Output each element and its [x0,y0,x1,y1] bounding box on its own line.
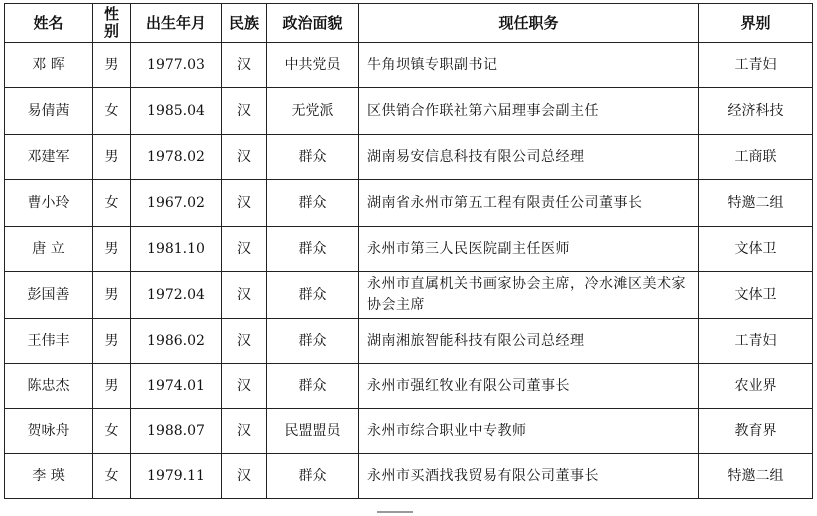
cell-gender: 男 [93,227,131,272]
cell-position: 永州市买酒找我贸易有限公司董事长 [359,454,699,499]
cell-birth: 1979.11 [131,454,222,499]
cell-ethnicity: 汉 [222,272,267,319]
header-birth: 出生年月 [131,4,222,43]
cell-name: 王伟丰 [5,319,93,364]
cell-political: 群众 [267,272,359,319]
cell-name: 唐 立 [5,227,93,272]
cell-birth: 1981.10 [131,227,222,272]
cell-sector: 特邀二组 [699,454,813,499]
header-ethnicity: 民族 [222,4,267,43]
member-table [4,3,813,499]
cell-sector: 文体卫 [699,272,813,319]
cell-political: 群众 [267,135,359,180]
cell-gender: 男 [93,135,131,180]
cell-political: 群众 [267,319,359,364]
cell-birth: 1977.03 [131,43,222,88]
cell-sector: 农业界 [699,364,813,409]
table-row [5,364,813,409]
cell-gender: 男 [93,364,131,409]
cell-sector: 工青妇 [699,43,813,88]
cell-position: 湖南易安信息科技有限公司总经理 [359,135,699,180]
header-political: 政治面貌 [267,4,359,43]
cell-sector: 文体卫 [699,227,813,272]
cell-ethnicity: 汉 [222,88,267,135]
cell-position: 永州市综合职业中专教师 [359,409,699,454]
cell-political: 群众 [267,180,359,227]
table-row [5,180,813,227]
cell-position: 湖南省永州市第五工程有限责任公司董事长 [359,180,699,227]
cell-position: 永州市第三人民医院副主任医师 [359,227,699,272]
cell-name: 邓 晖 [5,43,93,88]
cell-gender: 女 [93,454,131,499]
cell-political: 群众 [267,227,359,272]
cell-sector: 特邀二组 [699,180,813,227]
cell-ethnicity: 汉 [222,180,267,227]
cell-gender: 男 [93,43,131,88]
cell-name: 曹小玲 [5,180,93,227]
cell-political: 群众 [267,454,359,499]
cell-ethnicity: 汉 [222,364,267,409]
table-row [5,227,813,272]
cell-sector: 教育界 [699,409,813,454]
table-row [5,43,813,88]
cell-ethnicity: 汉 [222,319,267,364]
cell-name: 易倩茜 [5,88,93,135]
cell-political: 中共党员 [267,43,359,88]
header-name: 姓名 [5,4,93,43]
cell-position: 湖南湘旅智能科技有限公司总经理 [359,319,699,364]
cell-position: 永州市强红牧业有限公司董事长 [359,364,699,409]
header-position: 现任职务 [359,4,699,43]
cell-name: 李 瑛 [5,454,93,499]
cell-name: 邓建军 [5,135,93,180]
table-row [5,319,813,364]
table-row [5,135,813,180]
cell-birth: 1988.07 [131,409,222,454]
cell-name: 贺咏舟 [5,409,93,454]
cell-sector: 工商联 [699,135,813,180]
cell-sector: 工青妇 [699,319,813,364]
cell-name: 陈忠杰 [5,364,93,409]
cell-ethnicity: 汉 [222,43,267,88]
cell-political: 群众 [267,364,359,409]
cell-ethnicity: 汉 [222,135,267,180]
divider [377,511,413,513]
table-row [5,409,813,454]
cell-position: 永州市直属机关书画家协会主席，冷水滩区美术家协会主席 [359,272,699,319]
cell-birth: 1985.04 [131,88,222,135]
cell-political: 无党派 [267,88,359,135]
header-sector: 界别 [699,4,813,43]
table-row [5,454,813,499]
cell-position: 牛角坝镇专职副书记 [359,43,699,88]
cell-gender: 男 [93,272,131,319]
cell-gender: 女 [93,180,131,227]
cell-birth: 1972.04 [131,272,222,319]
header-gender: 性别 [93,4,131,43]
cell-birth: 1974.01 [131,364,222,409]
cell-gender: 女 [93,88,131,135]
cell-gender: 女 [93,409,131,454]
cell-birth: 1967.02 [131,180,222,227]
table-row [5,272,813,319]
cell-political: 民盟盟员 [267,409,359,454]
cell-position: 区供销合作联社第六届理事会副主任 [359,88,699,135]
cell-sector: 经济科技 [699,88,813,135]
cell-gender: 男 [93,319,131,364]
cell-birth: 1978.02 [131,135,222,180]
cell-ethnicity: 汉 [222,454,267,499]
cell-ethnicity: 汉 [222,227,267,272]
table-row [5,88,813,135]
cell-name: 彭国善 [5,272,93,319]
cell-birth: 1986.02 [131,319,222,364]
header-row [5,4,813,43]
cell-ethnicity: 汉 [222,409,267,454]
